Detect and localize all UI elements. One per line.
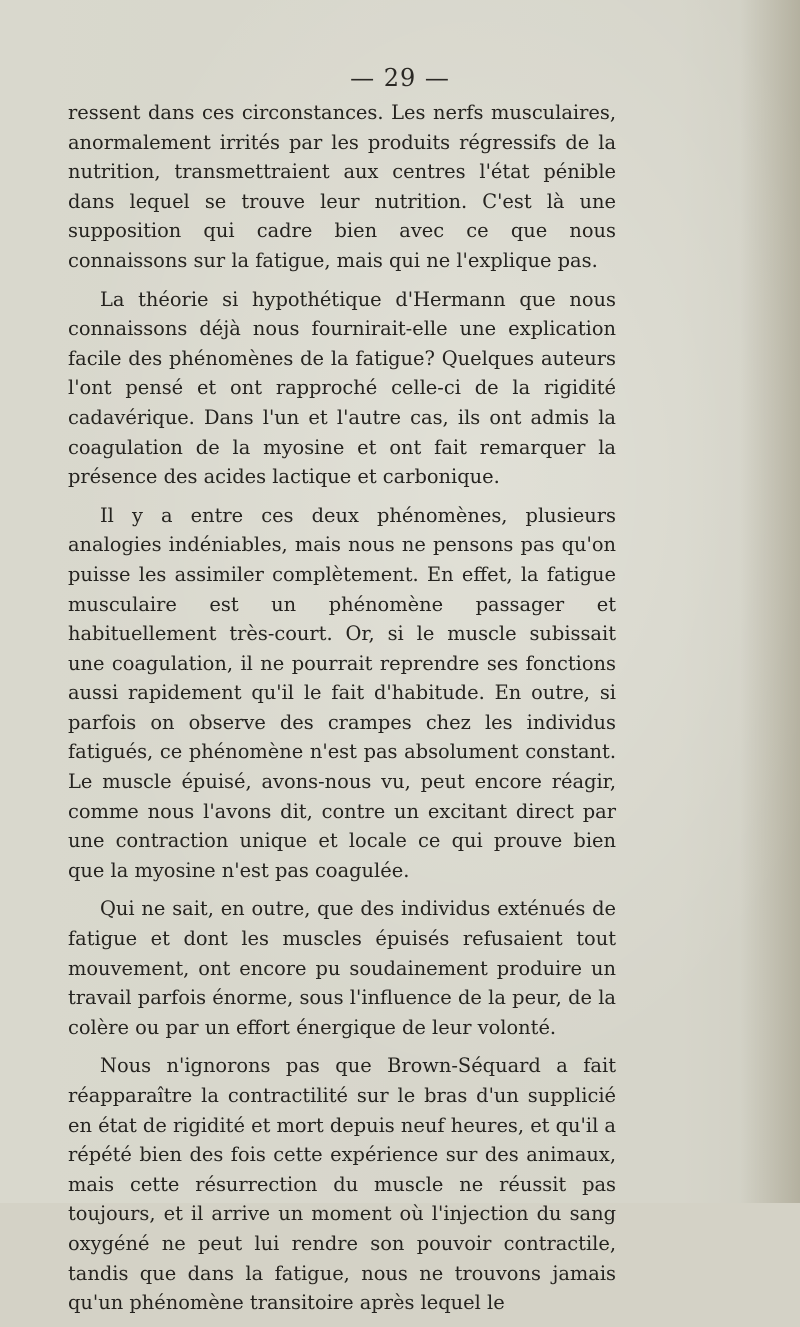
page-edge-stain bbox=[740, 0, 800, 1203]
paragraph-continued: ressent dans ces circonstances. Les nerfs musculaires, anormalement irrités par les produits régressifs de la nutrition, transmettraient aux centres l'état pénible dans lequel se trouve leur nutrition. C'est là une supposition qui cadre bien avec ce que nous connaissons sur la fatigue, mais qui ne l'explique pas. bbox=[68, 101, 616, 272]
body-text bbox=[68, 98, 616, 1327]
paragraph-hermann-theory: La théorie si hypothétique d'Hermann que nous connaissons déjà nous fournirait-elle une explication facile des phénomènes de la fatigue? Quelques auteurs l'ont pensé et ont rapproché celle-ci de la rigidité cadavérique. Dans l'un et l'autre cas, ils ont admis la coagulation de la myosine et ont fait remarquer la présence des acides lactique et carbonique. bbox=[68, 287, 616, 489]
paragraph-exhausted-individuals: Qui ne sait, en outre, que des individus exténués de fatigue et dont les muscles épuisés refusaient tout mouvement, ont encore pu soudainement produire un travail parfois énorme, sous l'influence de la peur, de la colère ou par un effort énergique de leur volonté. bbox=[68, 897, 616, 1039]
paragraph-brown-sequard: Nous n'ignorons pas que Brown-Séquard a fait réapparaître la contractilité sur le bras d'un supplicié en état de rigidité et mort depuis neuf heures, et qu'il a répété bien des fois cette expérience sur des animaux, mais cette résurrection du muscle ne réussit pas toujours, et il arrive un moment où l'injection du sang oxygéné ne peut lui rendre son pouvoir contractile, tandis que dans la fatigue, nous ne trouvons jamais qu'un phénomène transitoire après lequel le bbox=[68, 1054, 616, 1315]
page-number: — 29 — bbox=[350, 64, 450, 92]
paragraph-analogies: Il y a entre ces deux phénomènes, plusieurs analogies indéniables, mais nous ne pensons pas qu'on puisse les assimiler complètement. En effet, la fatigue musculaire est un phénomène passager et habituellement très-court. Or, si le muscle subissait une coagulation, il ne pourrait reprendre ses fonctions aussi rapidement qu'il le fait d'habitude. En outre, si parfois on observe des crampes chez les individus fatigués, ce phénomène n'est pas absolument constant. Le muscle épuisé, avons-nous vu, peut encore réagir, comme nous l'avons dit, contre un excitant direct par une contraction unique et locale ce qui prouve bien que la myosine n'est pas coagulée. bbox=[68, 503, 616, 882]
